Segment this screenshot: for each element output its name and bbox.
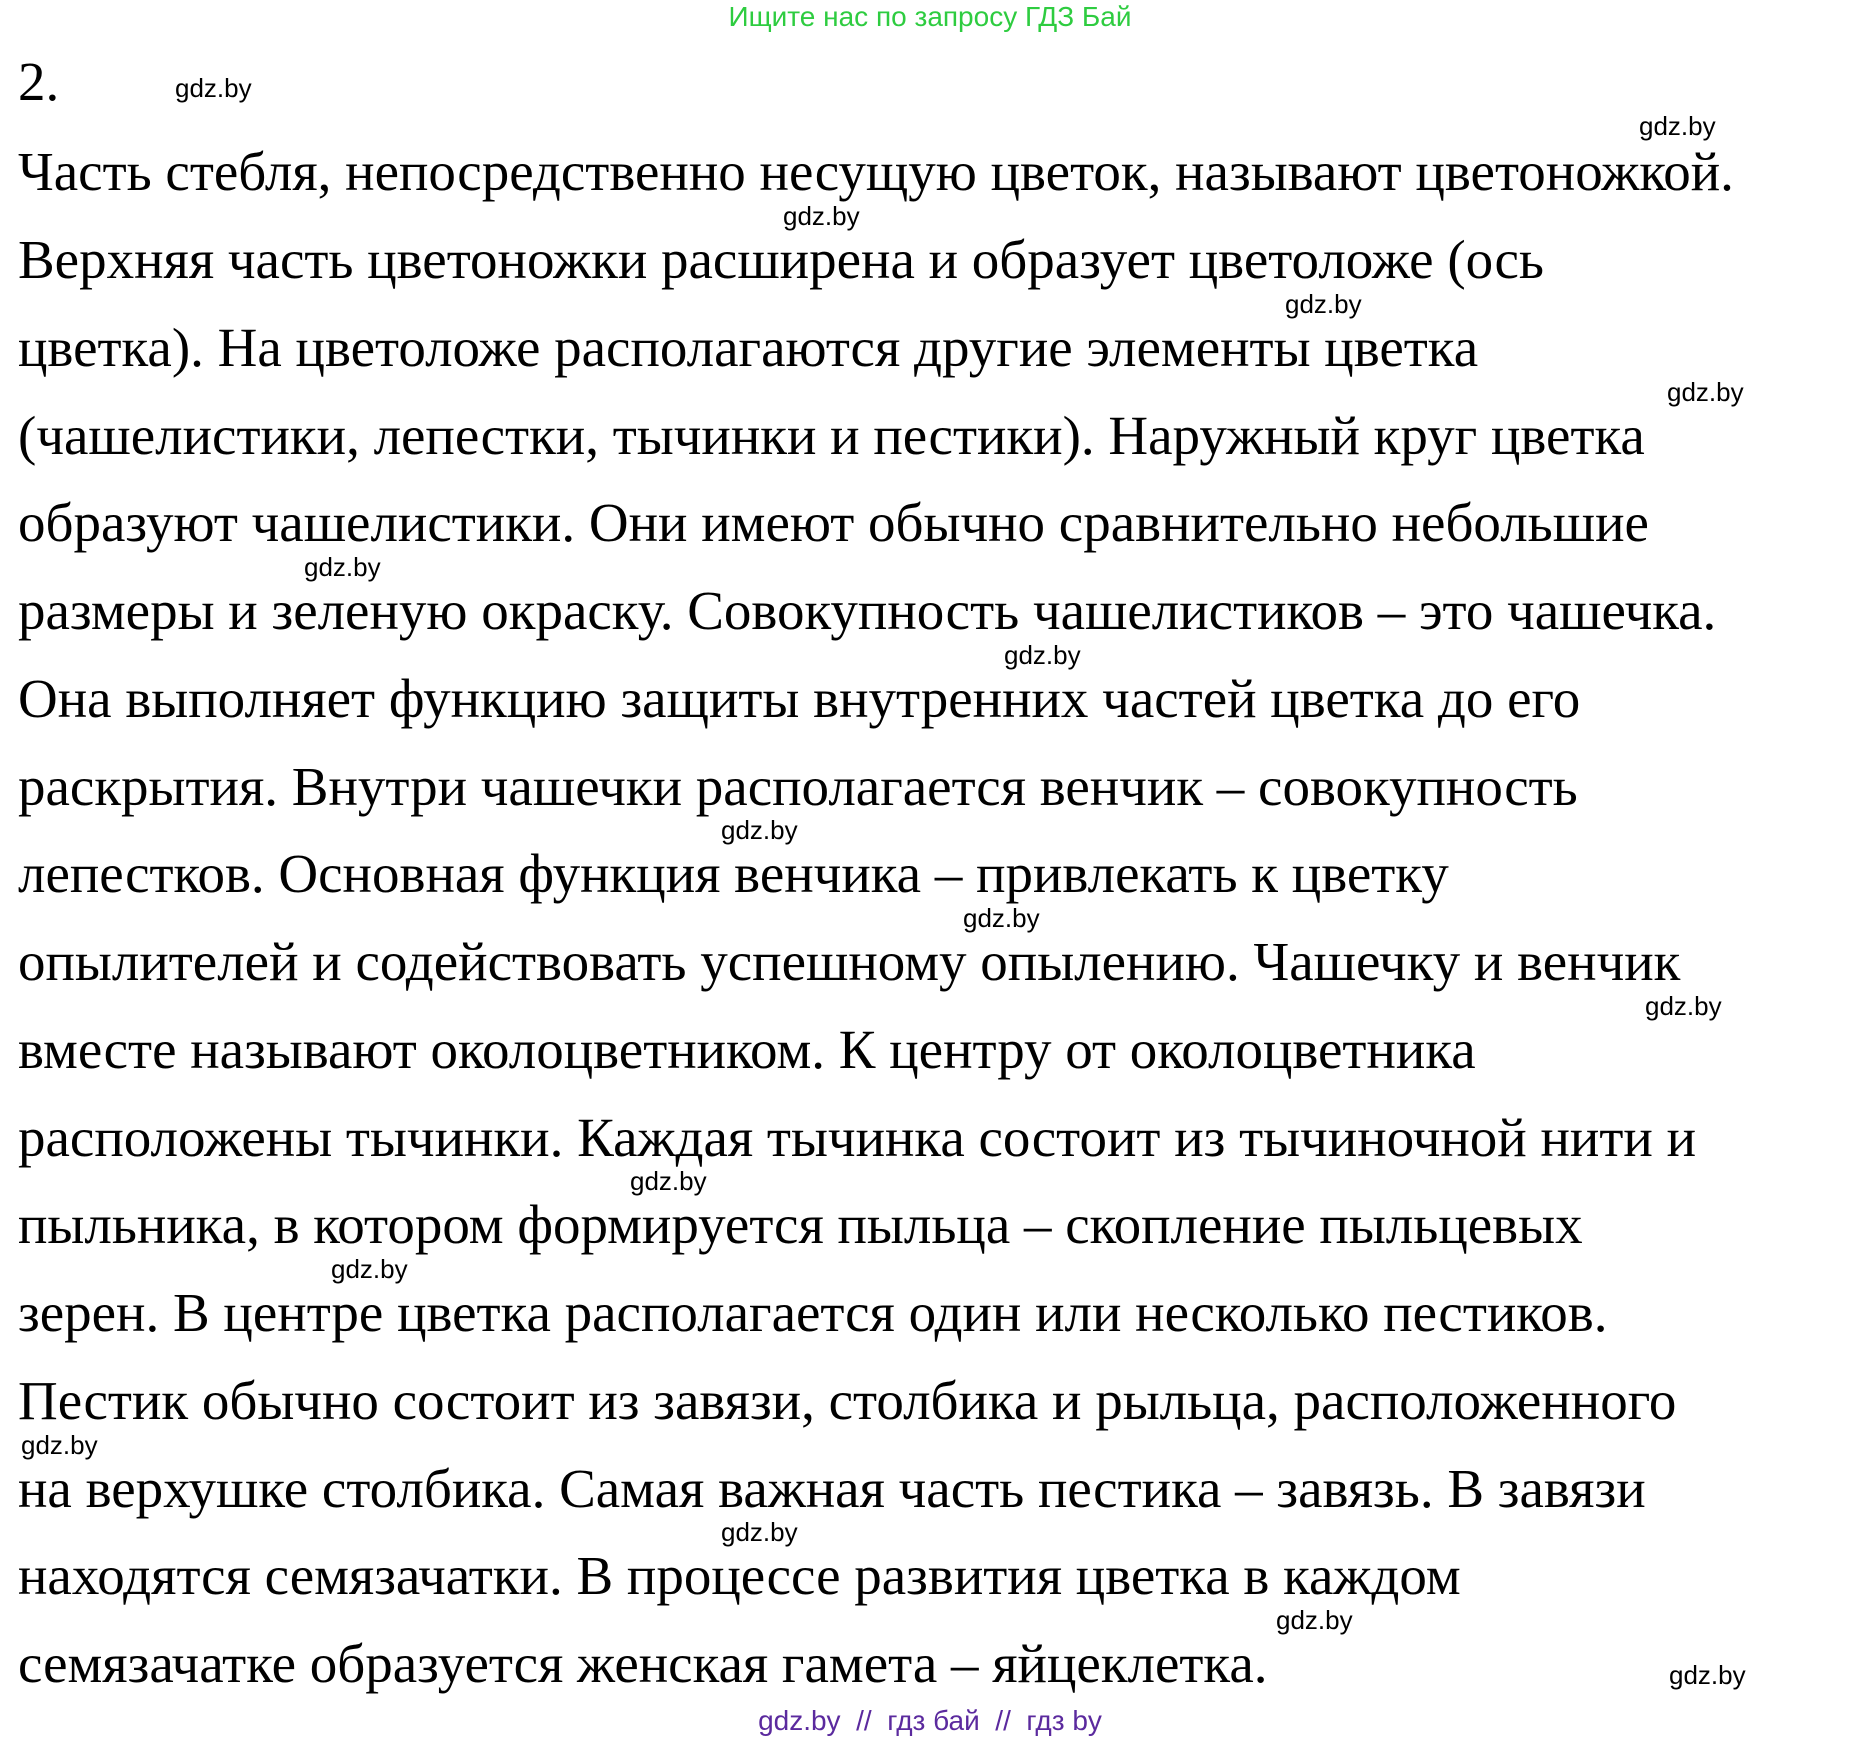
text-line: раскрытия. Внутри чашечки располагается венчик – совокупность bbox=[18, 756, 1578, 817]
text-line: опылителей и содействовать успешному опылению. Чашечку и венчик bbox=[18, 931, 1681, 992]
text-line: образуют чашелистики. Они имеют обычно сравнительно небольшие bbox=[18, 492, 1649, 553]
watermark: gdz.by bbox=[630, 1166, 707, 1196]
text-line: Она выполняет функцию защиты внутренних частей цветка до его bbox=[18, 668, 1581, 729]
text-line: семязачатке образуется женская гамета – яйцеклетка. bbox=[18, 1633, 1268, 1694]
text-line: зерен. В центре цветка располагается один или несколько пестиков. bbox=[18, 1282, 1608, 1343]
watermark: gdz.by bbox=[175, 73, 252, 103]
text-line: вместе называют околоцветником. К центру от околоцветника bbox=[18, 1019, 1476, 1080]
watermark: gdz.by bbox=[1669, 1660, 1746, 1690]
text-line: Верхняя часть цветоножки расширена и образует цветоложе (ось bbox=[18, 229, 1545, 290]
watermark: gdz.by bbox=[1667, 377, 1744, 407]
text-line: находятся семязачатки. В процессе развития цветка в каждом bbox=[18, 1545, 1461, 1606]
watermark: gdz.by bbox=[1285, 289, 1362, 319]
text-line: цветка). На цветоложе располагаются другие элементы цветка bbox=[18, 317, 1479, 378]
watermark: gdz.by bbox=[1639, 111, 1716, 141]
watermark: gdz.by bbox=[1276, 1605, 1353, 1635]
text-line: Часть стебля, непосредственно несущую цветок, называют цветоножкой. bbox=[18, 141, 1734, 202]
text-line: расположены тычинки. Каждая тычинка состоит из тычиночной нити и bbox=[18, 1107, 1697, 1168]
text-line: пыльника, в котором формируется пыльца – скопление пыльцевых bbox=[18, 1194, 1583, 1255]
text-line: размеры и зеленую окраску. Совокупность чашелистиков – это чашечка. bbox=[18, 580, 1717, 641]
task-number: 2. bbox=[18, 51, 60, 112]
watermark: gdz.by bbox=[721, 1517, 798, 1547]
text-line: Пестик обычно состоит из завязи, столбика и рыльца, расположенного bbox=[18, 1370, 1677, 1431]
watermark: gdz.by bbox=[21, 1430, 98, 1460]
watermark: gdz.by bbox=[783, 201, 860, 231]
watermark: gdz.by bbox=[963, 903, 1040, 933]
search-hint-banner: Ищите нас по запросу ГДЗ Бай bbox=[728, 1, 1132, 32]
watermark: gdz.by bbox=[331, 1254, 408, 1284]
watermark: gdz.by bbox=[721, 815, 798, 845]
watermark: gdz.by bbox=[304, 552, 381, 582]
watermark: gdz.by bbox=[1645, 991, 1722, 1021]
footer-links: gdz.by // гдз бай // гдз by bbox=[758, 1705, 1102, 1736]
text-line: (чашелистики, лепестки, тычинки и пестики). Наружный круг цветка bbox=[18, 405, 1645, 466]
text-line: на верхушке столбика. Самая важная часть пестика – завязь. В завязи bbox=[18, 1458, 1646, 1519]
watermark: gdz.by bbox=[1004, 640, 1081, 670]
text-line: лепестков. Основная функция венчика – привлекать к цветку bbox=[18, 843, 1449, 904]
